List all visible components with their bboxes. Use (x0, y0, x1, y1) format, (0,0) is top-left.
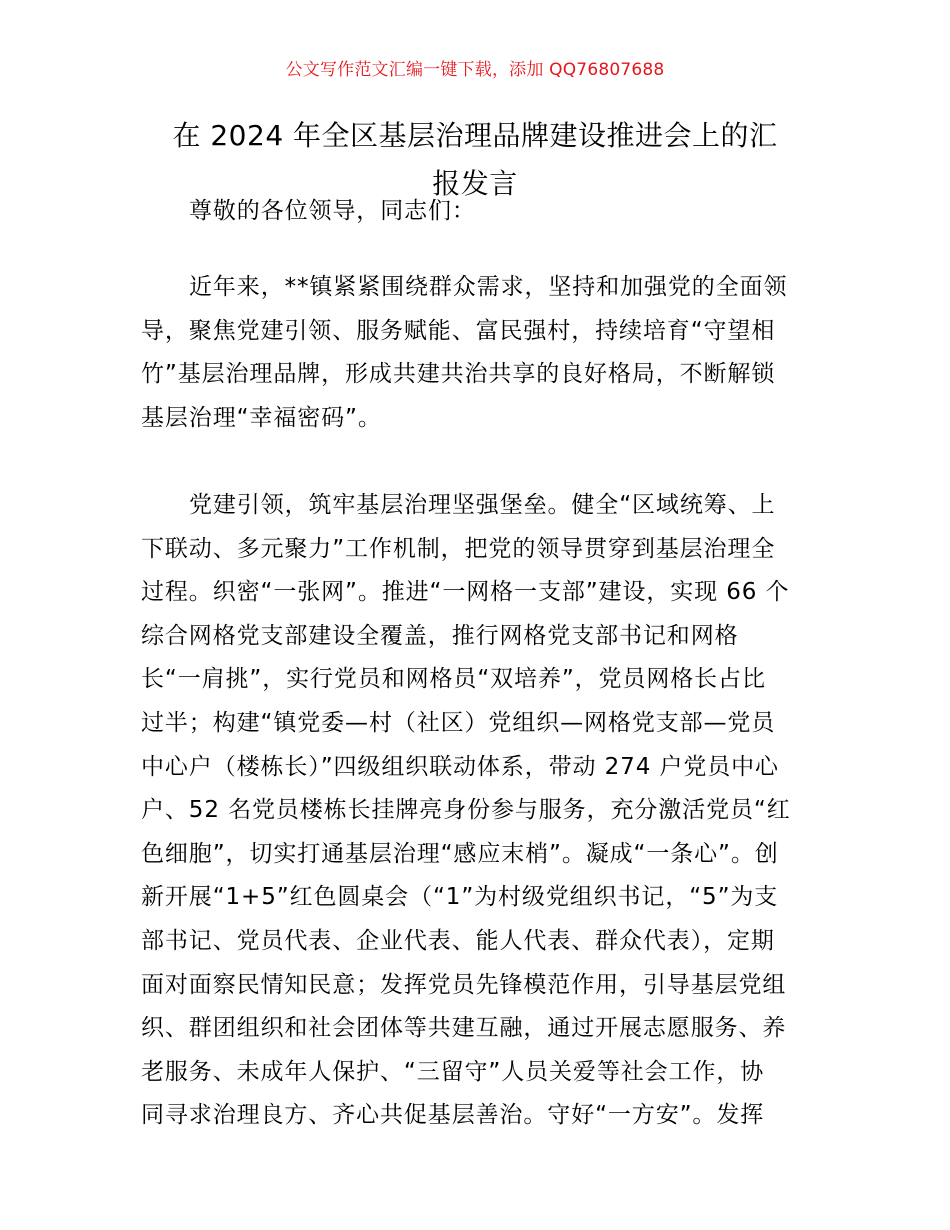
paragraph-line: 同寻求治理良方、齐心共促基层善治。守好“一方安”。发挥 (141, 1102, 765, 1129)
paragraph-line: 户、52 名党员楼栋长挂牌亮身份参与服务，充分激活党员“红 (141, 797, 791, 824)
paragraph-line: 过程。织密“一张网”。推进“一网格一支部”建设，实现 66 个 (141, 579, 790, 606)
paragraph-line: 下联动、多元聚力”工作机制，把党的领导贯穿到基层治理全 (141, 535, 776, 562)
paragraph-intro (141, 266, 811, 440)
paragraph-line: 面对面察民情知民意；发挥党员先锋模范作用，引导基层党组 (141, 971, 787, 998)
paragraph-line: 近年来，**镇紧紧围绕群众需求，坚持和加强党的全面领 (189, 274, 788, 300)
paragraph-line: 竹”基层治理品牌，形成共建共治共享的良好格局，不断解锁 (141, 361, 776, 388)
paragraph-party-leadership (141, 484, 811, 1138)
paragraph-line: 党建引领，筑牢基层治理坚强堡垒。健全“区域统筹、上 (189, 492, 776, 518)
paragraph-line: 综合网格党支部建设全覆盖，推行网格党支部书记和网格 (141, 622, 739, 649)
paragraph-line: 导，聚焦党建引领、服务赋能、富民强村，持续培育“守望相 (141, 317, 776, 344)
paragraph-line: 中心户（楼栋长）”四级组织联动体系，带动 274 户党员中心 (141, 753, 779, 780)
title-line-2: 报发言 (432, 167, 518, 200)
paragraph-line: 部书记、党员代表、企业代表、能人代表、群众代表），定期 (141, 927, 775, 954)
download-promo-banner: 公文写作范文汇编一键下载，添加 QQ76807688 (285, 60, 665, 80)
paragraph-line: 新开展“1+5”红色圆桌会（“1”为村级党组织书记，“5”为支 (141, 884, 779, 911)
paragraph-line: 长“一肩挑”，实行党员和网格员“双培养”，党员网格长占比 (141, 666, 766, 693)
paragraph-line: 老服务、未成年人保护、“三留守”人员关爱等社会工作，协 (141, 1058, 765, 1085)
paragraph-line: 过半；构建“镇党委—村（社区）党组织—网格党支部—党员 (141, 709, 776, 736)
salutation (141, 190, 811, 234)
paragraph-line: 基层治理“幸福密码”。 (141, 404, 382, 431)
title-line-1: 在 2024 年全区基层治理品牌建设推进会上的汇 (172, 119, 778, 152)
paragraph-line: 色细胞”，切实打通基层治理“感应末梢”。凝成“一条心”。创 (141, 840, 779, 867)
paragraph-line: 织、群团组织和社会团体等共建互融，通过开展志愿服务、养 (141, 1015, 787, 1042)
salutation-text: 尊敬的各位领导，同志们： (189, 198, 476, 224)
